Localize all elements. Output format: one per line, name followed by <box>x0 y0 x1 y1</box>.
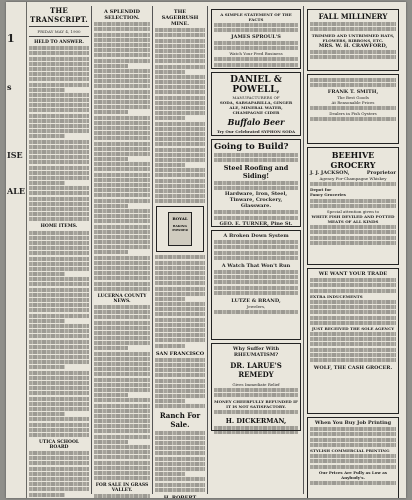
beehive-depot2: Fancy Groceries <box>310 192 346 198</box>
wolf-head3: JUST RECEIVED THE SOLE AGENCY <box>311 325 395 331</box>
dr-larue-ad <box>211 343 301 431</box>
wolf-firm: WOLF, THE CASH GROCER. <box>313 365 393 371</box>
printing-bottom: Our Prices Are Fully as Low as Anybody's. <box>318 469 388 480</box>
statement-name: JAMES SPROUL'S <box>231 33 281 40</box>
edge-letter: ALE <box>7 186 25 196</box>
statement-title: A SIMPLE STATEMENT OF THE FACTS <box>220 12 292 22</box>
article-body <box>94 494 150 498</box>
going-to-build-ad <box>211 139 301 227</box>
millinery-title: FALL MILLINERY <box>318 12 388 21</box>
column-1 <box>29 6 89 498</box>
watch-firm: LUTZE & BRAND, <box>231 297 281 304</box>
statement-line: Watch Your Feed Business <box>229 51 283 57</box>
beehive-special: Special attention given to <box>326 208 380 214</box>
column-ads-right <box>306 6 400 498</box>
column-2 <box>94 6 150 498</box>
dateline: FRIDAY MAY 4, 1900 <box>37 29 81 34</box>
rheumatism-name: DR. LARUE'S REMEDY <box>230 361 282 379</box>
previous-page-edge <box>6 2 27 498</box>
watch-sub: Jewelers, <box>246 303 266 309</box>
daniel-tagline: Try Our Celebrated SYPHON SODA <box>216 129 296 134</box>
article-body <box>29 231 89 437</box>
article-body <box>29 451 89 498</box>
article-body <box>155 28 205 203</box>
article-body <box>155 255 205 347</box>
beehive-line: Agency For-Champagne Whiskey <box>319 176 387 181</box>
smith-name: FRANK T. SMITH, <box>327 88 379 95</box>
smith-place: Dealers in Fish Oysters <box>329 110 377 116</box>
article-body <box>94 22 150 291</box>
simple-statement-ad <box>211 9 301 69</box>
millinery-name: MRS. W. H. CRAWFORD, <box>318 42 388 49</box>
build-firm: GEO. E. TURNER, Pine St. <box>219 220 293 227</box>
beehive-role: Proprietor <box>366 170 396 176</box>
edge-letter: 1 <box>7 32 15 45</box>
printing-label: STYLISH COMMERCIAL PRINTING <box>310 447 390 453</box>
headline: UTICA SCHOOL BOARD <box>38 439 80 450</box>
beehive-grocery-ad <box>307 147 399 265</box>
article-body <box>94 305 150 480</box>
build-steel: Steel Roofing and Siding! <box>223 163 289 180</box>
edge-letter: s <box>7 82 12 92</box>
rheumatism-line: Gives Immediate Relief <box>232 382 280 387</box>
headline: LUCERNA COUNTY NEWS. <box>97 293 147 304</box>
daniel-powell-ad <box>211 72 301 136</box>
royal-brand: ROYAL <box>172 216 188 222</box>
rheumatism-question: Why Suffer With RHEUMATISM? <box>232 346 280 358</box>
wolf-grocer-ad <box>307 268 399 414</box>
headline: HELD TO ANSWER. <box>34 40 84 45</box>
daniel-brand: Buffalo Beer <box>227 117 285 127</box>
wolf-title: WE WANT YOUR TRADE <box>318 271 388 277</box>
smith-line2: At Reasonable Prices <box>331 99 375 105</box>
masthead: THE TRANSCRIPT. <box>30 6 88 24</box>
wolf-head2: EXTRA INDUCEMENTS <box>310 293 363 299</box>
build-line1: Hardware, Iron, Steel, <box>224 191 288 198</box>
royal-baking-powder-ad <box>156 206 204 252</box>
beehive-owner: J. J. JACKSON, <box>310 170 350 176</box>
watch-head1: A Broken Down System <box>223 233 289 239</box>
daniel-products: SODA, SARSAPARILLA, GINGER ALE, MINERAL WATER, CHAMPAGNE CIDER <box>219 100 293 115</box>
article-body <box>155 358 205 409</box>
beehive-subtitle: GROCERY <box>330 160 376 170</box>
royal-label: BAKING POWDER <box>172 224 188 233</box>
headline: Ranch For Sale. <box>159 411 201 430</box>
lutze-brand-ad <box>211 230 301 340</box>
daniel-title: DANIEL & POWELL, <box>230 75 282 95</box>
millinery-ad <box>307 9 399 71</box>
headline: FOR SALE IN GRASS VALLEY. <box>95 483 149 494</box>
watch-head2: A Watch That Won't Run <box>221 262 291 269</box>
rheumatism-guarantee: MONEY CHEERFULLY REFUNDED IF IT IS NOT SATISFACTORY. <box>214 398 298 409</box>
millinery-line: TRIMMED AND UNTRIMMED HATS, FLOWERS, RIBBONS, ETC. <box>311 32 395 43</box>
beehive-special2: WHITE FISH DEVILED AND POTTED MEATS OF ALL KINDS <box>311 213 395 224</box>
headline: A SPLENDID SELECTION. <box>104 9 140 21</box>
column-ads-center <box>210 6 302 434</box>
headline: SAN FRANCISCO <box>155 350 205 357</box>
build-title: Going to Build? <box>214 142 289 152</box>
newspaper-page <box>6 2 406 498</box>
beehive-title: BEEHIVE <box>331 150 375 160</box>
job-printing-ad <box>307 417 399 498</box>
article-body <box>155 431 205 492</box>
headline: THE SAGEBRUSH MINE. <box>161 9 199 27</box>
rheumatism-dealer: H. DICKERMAN, <box>225 416 287 425</box>
printing-title: When You Buy Job Printing <box>314 420 392 426</box>
smith-line1: The Best Goods <box>337 94 369 100</box>
article-body <box>29 46 89 221</box>
headline: HOME ITEMS. <box>40 224 78 230</box>
edge-letter: ISE <box>7 150 23 160</box>
baking-powder-can-icon <box>168 212 192 246</box>
headline: H. ROBERT <box>163 494 197 498</box>
beehive-depot: Depot for <box>310 187 332 193</box>
column-3 <box>155 6 205 498</box>
build-line2: Tinware, Crockery, Glassware. <box>229 197 283 210</box>
daniel-subtitle: MANUFACTURERS OF <box>232 95 280 100</box>
frank-smith-ad <box>307 74 399 144</box>
